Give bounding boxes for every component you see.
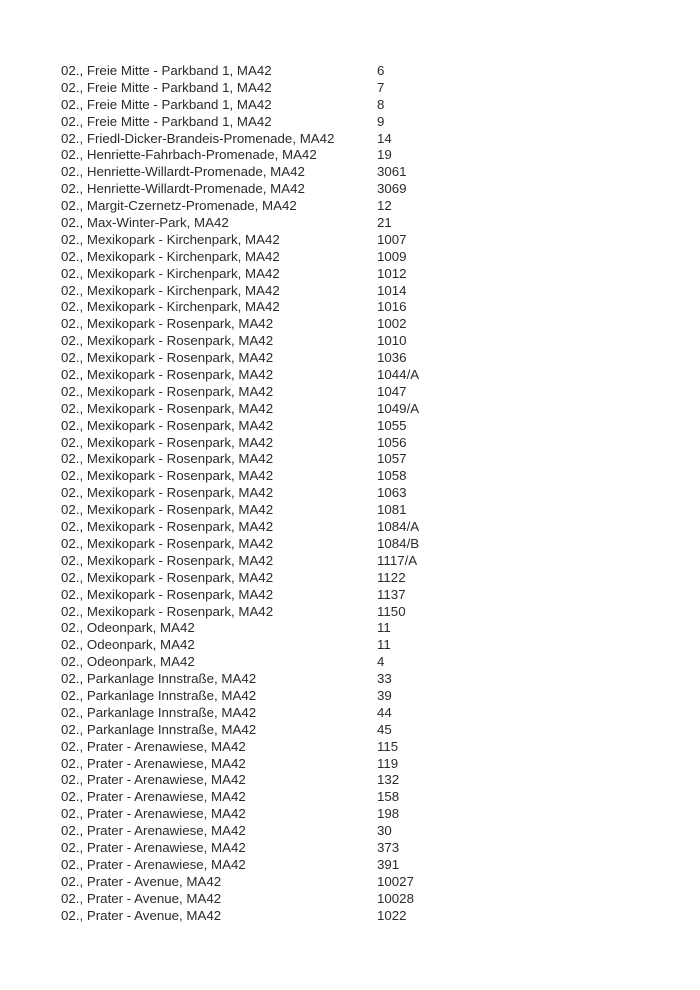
- location-cell: 02., Henriette-Fahrbach-Promenade, MA42: [61, 147, 317, 163]
- location-cell: 02., Freie Mitte - Parkband 1, MA42: [61, 63, 272, 78]
- location-cell: 02., Mexikopark - Rosenpark, MA42: [61, 451, 274, 467]
- location-number-table: [61, 63, 700, 924]
- number-cell: 1002: [377, 316, 407, 332]
- location-cell: 02., Mexikopark - Rosenpark, MA42: [61, 350, 274, 366]
- table-row: [61, 266, 700, 283]
- number-cell: 1057: [377, 451, 407, 467]
- number-cell: 1009: [377, 248, 407, 264]
- location-cell: 02., Mexikopark - Rosenpark, MA42: [61, 603, 274, 619]
- number-cell: 391: [377, 856, 400, 872]
- location-cell: 02., Prater - Avenue, MA42: [61, 873, 222, 889]
- table-row: [61, 654, 700, 671]
- number-cell: 1150: [377, 603, 406, 619]
- number-cell: 1044/A: [377, 367, 420, 383]
- number-cell: 3069: [377, 181, 407, 197]
- number-cell: 198: [377, 806, 400, 822]
- number-cell: 158: [377, 789, 400, 805]
- location-cell: 02., Prater - Arenawiese, MA42: [61, 738, 246, 754]
- location-cell: 02., Mexikopark - Kirchenpark, MA42: [61, 265, 280, 281]
- table-row: [61, 283, 700, 300]
- table-row: [61, 519, 700, 536]
- table-row: [61, 181, 700, 198]
- location-cell: 02., Freie Mitte - Parkband 1, MA42: [61, 79, 272, 95]
- number-cell: 1137: [377, 586, 406, 602]
- location-cell: 02., Mexikopark - Rosenpark, MA42: [61, 417, 274, 433]
- number-cell: 11: [377, 637, 391, 653]
- table-row: [61, 299, 700, 316]
- number-cell: 1058: [377, 468, 407, 484]
- table-row: [61, 671, 700, 688]
- number-cell: 10028: [377, 890, 414, 906]
- table-row: [61, 908, 700, 925]
- table-row: [61, 384, 700, 401]
- table-row: [61, 570, 700, 587]
- table-row: [61, 789, 700, 806]
- table-row: [61, 63, 700, 80]
- location-cell: 02., Mexikopark - Rosenpark, MA42: [61, 316, 274, 332]
- table-row: [61, 114, 700, 131]
- location-cell: 02., Mexikopark - Rosenpark, MA42: [61, 519, 274, 535]
- location-cell: 02., Prater - Arenawiese, MA42: [61, 789, 246, 805]
- location-cell: 02., Mexikopark - Rosenpark, MA42: [61, 333, 274, 349]
- table-row: [61, 333, 700, 350]
- location-cell: 02., Mexikopark - Rosenpark, MA42: [61, 383, 274, 399]
- number-cell: 1007: [377, 231, 407, 247]
- number-cell: 45: [377, 721, 392, 737]
- location-cell: 02., Odeonpark, MA42: [61, 654, 195, 670]
- number-cell: 3061: [377, 164, 407, 180]
- location-cell: 02., Mexikopark - Rosenpark, MA42: [61, 535, 274, 551]
- location-cell: 02., Mexikopark - Kirchenpark, MA42: [61, 231, 280, 247]
- table-row: [61, 97, 700, 114]
- number-cell: 44: [377, 704, 392, 720]
- number-cell: 39: [377, 687, 392, 703]
- location-cell: 02., Mexikopark - Rosenpark, MA42: [61, 502, 274, 518]
- table-row: [61, 587, 700, 604]
- table-row: [61, 215, 700, 232]
- table-row: [61, 502, 700, 519]
- table-row: [61, 147, 700, 164]
- number-cell: 30: [377, 823, 392, 839]
- number-cell: 1047: [377, 383, 407, 399]
- number-cell: 4: [377, 654, 385, 670]
- number-cell: 11: [377, 620, 391, 636]
- location-cell: 02., Prater - Avenue, MA42: [61, 890, 222, 906]
- table-row: [61, 705, 700, 722]
- location-cell: 02., Prater - Arenawiese, MA42: [61, 839, 246, 855]
- number-cell: 1036: [377, 350, 407, 366]
- table-row: [61, 620, 700, 637]
- number-cell: 1014: [377, 282, 407, 298]
- table-row: [61, 232, 700, 249]
- table-row: [61, 823, 700, 840]
- location-cell: 02., Parkanlage Innstraße, MA42: [61, 721, 257, 737]
- location-cell: 02., Mexikopark - Kirchenpark, MA42: [61, 248, 280, 264]
- table-row: [61, 401, 700, 418]
- table-row: [61, 688, 700, 705]
- location-cell: 02., Parkanlage Innstraße, MA42: [61, 704, 257, 720]
- number-cell: 119: [377, 755, 399, 771]
- location-cell: 02., Prater - Arenawiese, MA42: [61, 806, 246, 822]
- number-cell: 9: [377, 113, 385, 129]
- location-cell: 02., Mexikopark - Rosenpark, MA42: [61, 586, 274, 602]
- number-cell: 14: [377, 130, 392, 146]
- number-cell: 1084/A: [377, 519, 420, 535]
- location-cell: 02., Mexikopark - Rosenpark, MA42: [61, 552, 274, 568]
- number-cell: 8: [377, 96, 385, 112]
- location-cell: 02., Max-Winter-Park, MA42: [61, 215, 229, 231]
- number-cell: 33: [377, 671, 392, 687]
- number-cell: 1055: [377, 417, 407, 433]
- location-cell: 02., Mexikopark - Kirchenpark, MA42: [61, 282, 280, 298]
- table-row: [61, 198, 700, 215]
- number-cell: 1122: [377, 569, 406, 585]
- table-row: [61, 418, 700, 435]
- table-row: [61, 367, 700, 384]
- location-cell: 02., Henriette-Willardt-Promenade, MA42: [61, 181, 305, 197]
- location-cell: 02., Mexikopark - Rosenpark, MA42: [61, 569, 274, 585]
- table-row: [61, 553, 700, 570]
- number-cell: 1049/A: [377, 400, 420, 416]
- table-row: [61, 249, 700, 266]
- location-cell: 02., Parkanlage Innstraße, MA42: [61, 671, 257, 687]
- number-cell: 1012: [377, 265, 407, 281]
- number-cell: 1056: [377, 434, 407, 450]
- table-row: [61, 131, 700, 148]
- location-cell: 02., Henriette-Willardt-Promenade, MA42: [61, 164, 305, 180]
- table-row: [61, 80, 700, 97]
- table-row: [61, 874, 700, 891]
- table-row: [61, 891, 700, 908]
- table-row: [61, 536, 700, 553]
- table-row: [61, 722, 700, 739]
- number-cell: 1010: [377, 333, 407, 349]
- location-cell: 02., Mexikopark - Kirchenpark, MA42: [61, 299, 280, 315]
- number-cell: 1084/B: [377, 535, 420, 551]
- number-cell: 373: [377, 839, 400, 855]
- location-cell: 02., Mexikopark - Rosenpark, MA42: [61, 434, 274, 450]
- number-cell: 1117/A: [377, 552, 418, 568]
- table-row: [61, 350, 700, 367]
- table-row: [61, 637, 700, 654]
- location-cell: 02., Margit-Czernetz-Promenade, MA42: [61, 198, 297, 214]
- number-cell: 7: [377, 79, 385, 95]
- location-cell: 02., Parkanlage Innstraße, MA42: [61, 687, 257, 703]
- table-row: [61, 435, 700, 452]
- location-cell: 02., Odeonpark, MA42: [61, 637, 195, 653]
- table-row: [61, 604, 700, 621]
- location-cell: 02., Prater - Arenawiese, MA42: [61, 772, 246, 788]
- location-cell: 02., Mexikopark - Rosenpark, MA42: [61, 367, 274, 383]
- location-cell: 02., Mexikopark - Rosenpark, MA42: [61, 468, 274, 484]
- number-cell: 1081: [377, 502, 407, 518]
- table-row: [61, 164, 700, 181]
- table-row: [61, 468, 700, 485]
- number-cell: 21: [377, 215, 392, 231]
- location-cell: 02., Prater - Arenawiese, MA42: [61, 856, 246, 872]
- location-cell: 02., Friedl-Dicker-Brandeis-Promenade, MA42: [61, 130, 335, 146]
- table-row: [61, 806, 700, 823]
- table-row: [61, 756, 700, 773]
- location-cell: 02., Prater - Arenawiese, MA42: [61, 823, 246, 839]
- table-row: [61, 485, 700, 502]
- number-cell: 115: [377, 738, 399, 754]
- location-cell: 02., Freie Mitte - Parkband 1, MA42: [61, 113, 272, 129]
- number-cell: 1016: [377, 299, 407, 315]
- table-row: [61, 857, 700, 874]
- location-cell: 02., Mexikopark - Rosenpark, MA42: [61, 400, 274, 416]
- table-row: [61, 772, 700, 789]
- location-cell: 02., Freie Mitte - Parkband 1, MA42: [61, 96, 272, 112]
- number-cell: 10027: [377, 873, 414, 889]
- number-cell: 6: [377, 63, 385, 78]
- table-row: [61, 316, 700, 333]
- location-cell: 02., Mexikopark - Rosenpark, MA42: [61, 485, 274, 501]
- location-cell: 02., Prater - Arenawiese, MA42: [61, 755, 246, 771]
- number-cell: 12: [377, 198, 392, 214]
- location-cell: 02., Odeonpark, MA42: [61, 620, 195, 636]
- table-row: [61, 840, 700, 857]
- location-cell: 02., Prater - Avenue, MA42: [61, 907, 222, 923]
- table-row: [61, 451, 700, 468]
- number-cell: 1063: [377, 485, 407, 501]
- number-cell: 132: [377, 772, 400, 788]
- number-cell: 19: [377, 147, 392, 163]
- table-row: [61, 739, 700, 756]
- number-cell: 1022: [377, 907, 407, 923]
